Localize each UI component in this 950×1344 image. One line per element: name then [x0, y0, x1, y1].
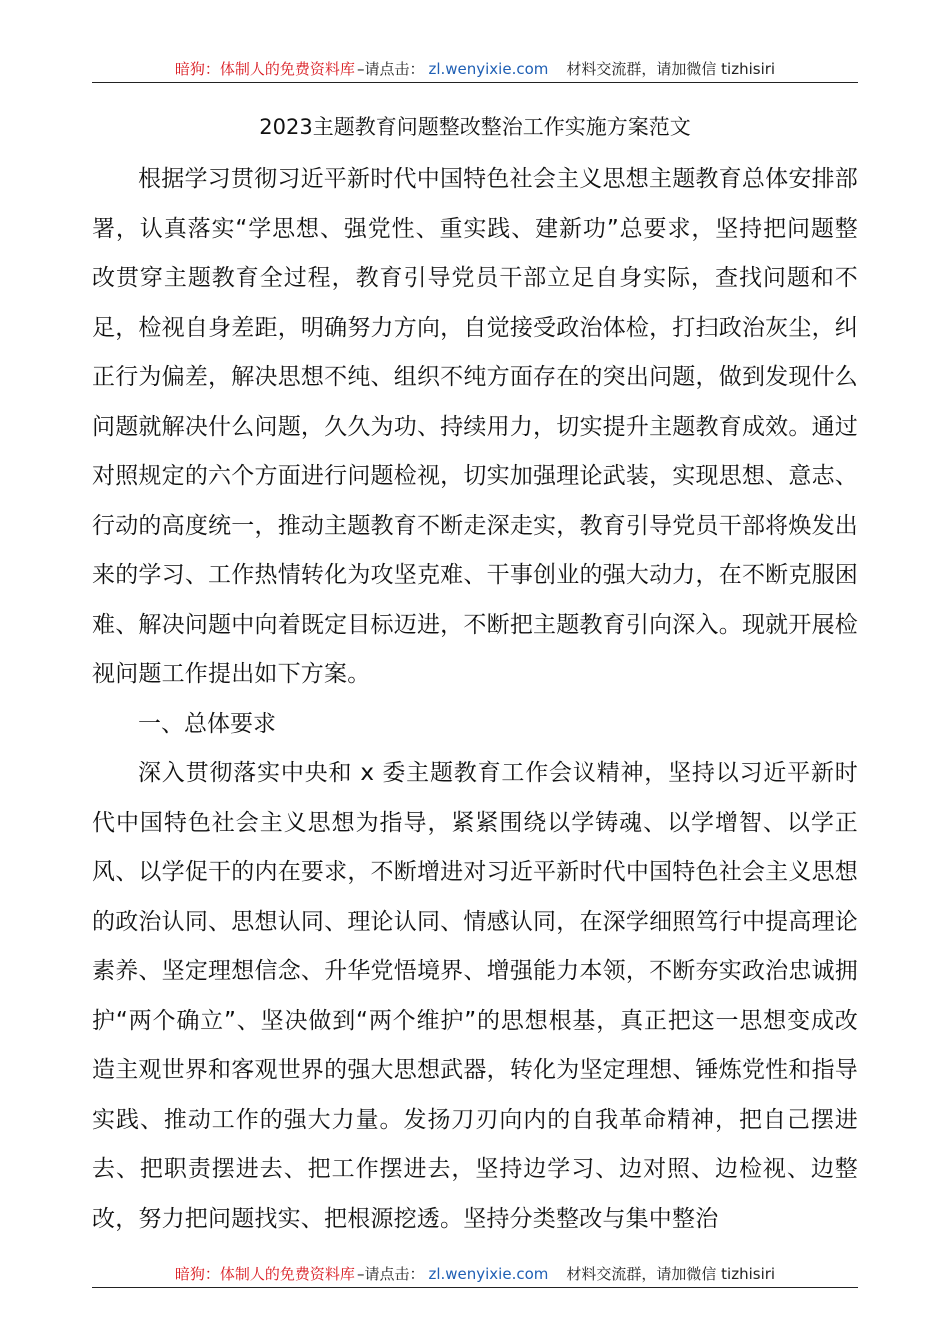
footer-banner — [92, 1261, 858, 1288]
footer-url-link[interactable]: zl.wenyixie.com — [428, 1265, 549, 1283]
header-banner — [92, 56, 858, 83]
banner-brand-text: 暗狗：体制人的免费资料库 — [174, 60, 355, 78]
banner-url-link[interactable]: zl.wenyixie.com — [428, 60, 549, 78]
document-body — [92, 108, 858, 1244]
section-1-paragraph: 深入贯彻落实中央和 x 委主题教育工作会议精神，坚持以习近平新时代中国特色社会主义思想为指导，紧紧围绕以学铸魂、以学增智、以学正风、以学促干的内在要求，不断增进对习近平新时代中国特色社会主义思想的政治认同、思想认同、理论认同、情感认同，在深学细照笃行中提高理论素养、坚定理想信念、升华党悟境界、增强能力本领，不断夯实政治忠诚拥护“两个确立”、坚决做到“两个维护”的思想根基，真正把这一思想变成改造主观世界和客观世界的强大思想武器，转化为坚定理想、锤炼党性和指导实践、推动工作的强大力量。发扬刀刃向内的自我革命精神，把自己摆进去、把职责摆进去、把工作摆进去，坚持边学习、边对照、边检视、边整改，努力把问题找实、把根源挖透。坚持分类整改与集中整治 — [92, 760, 858, 1232]
footer-brand-text: 暗狗：体制人的免费资料库 — [174, 1265, 355, 1283]
banner-separator-text: –请点击： — [356, 60, 425, 78]
document-title: 2023主题教育问题整改整治工作实施方案范文 — [259, 115, 691, 139]
intro-paragraph: 根据学习贯彻习近平新时代中国特色社会主义思想主题教育总体安排部署，认真落实“学思想、强党性、重实践、建新功”总要求，坚持把问题整改贯穿主题教育全过程，教育引导党员干部立足自身实际，查找问题和不足，检视自身差距，明确努力方向，自觉接受政治体检，打扫政治灰尘，纠正行为偏差，解决思想不纯、组织不纯方面存在的突出问题，做到发现什么问题就解决什么问题，久久为功、持续用力，切实提升主题教育成效。通过对照规定的六个方面进行问题检视，切实加强理论武装，实现思想、意志、行动的高度统一，推动主题教育不断走深走实，教育引导党员干部将焕发出来的学习、工作热情转化为攻坚克难、干事创业的强大动力，在不断克服困难、解决问题中向着既定目标迈进，不断把主题教育引向深入。现就开展检视问题工作提出如下方案。 — [92, 166, 858, 687]
footer-contact-text: 材料交流群，请加微信 tizhisiri — [566, 1265, 776, 1283]
footer-separator-text: –请点击： — [356, 1265, 425, 1283]
banner-contact-text: 材料交流群，请加微信 tizhisiri — [566, 60, 776, 78]
section-heading-1: 一、总体要求 — [138, 710, 276, 737]
